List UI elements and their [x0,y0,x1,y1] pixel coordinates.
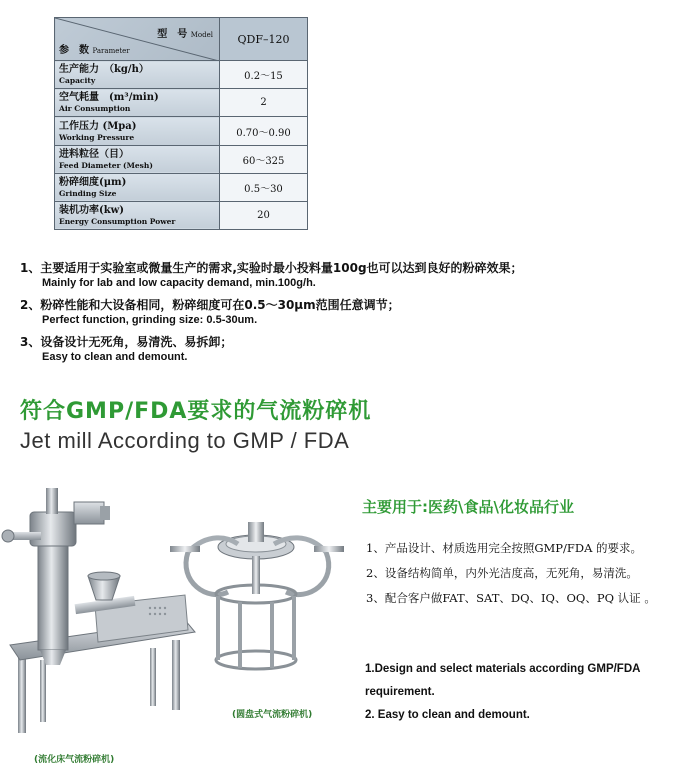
param-value: 60～325 [220,145,308,173]
param-en: Feed Diameter (Mesh) [59,160,153,170]
param-en: Energy Consumption Power [59,216,176,226]
spec-table [54,17,308,230]
param-cn: 空气耗量 (m³/min) [59,92,159,104]
gmp-point-cn: 2、设备结构简单，内外光洁度高，无死角，易清洗。 [366,566,638,580]
param-cn: 工作压力 (Mpa) [59,120,137,132]
param-cn: 粉碎细度(μm) [59,176,127,188]
feature-cn: 2、粉碎性能和大设备相同，粉碎细度可在0.5～30μm范围任意调节； [20,298,400,312]
param-en: Capacity [59,76,96,86]
feature-en: Perfect function, grinding size: 0.5-30um. [42,314,258,326]
feature-list [20,260,690,371]
table-row [55,61,308,89]
table-row [55,145,308,173]
table-row [55,173,308,201]
param-value: 20 [220,201,308,229]
disc-jet-mill-image [168,512,346,672]
gmp-points-en [365,658,695,727]
table-row [55,89,308,117]
table-header-row [55,18,308,61]
param-cn: 装机功率(kw) [59,204,124,216]
feature-en: Easy to clean and demount. [42,351,188,363]
caption-disc-jet-mill: (圆盘式气流粉碎机) [232,710,313,720]
gmp-point-en: 2. Easy to clean and demount. [365,709,530,721]
param-en: Grinding Size [59,188,117,198]
param-cn: 进料粒径（目） [59,148,129,160]
table-row [55,201,308,229]
param-value: 0.2～15 [220,61,308,89]
param-en: Air Consumption [59,104,131,114]
header-param-label: 参 数 Parameter [59,45,130,57]
feature-en: Mainly for lab and low capacity demand, min.100g/h. [42,277,316,289]
caption-fluidized-bed: (流化床气流粉碎机) [34,755,115,765]
industry-heading: 主要用于:医药\食品\化妆品行业 [362,498,574,516]
header-model-label: 型 号 Model [157,29,213,40]
param-cn: 生产能力 （kg/h） [59,64,149,76]
gmp-point-en: 1.Design and select materials according GMP/FDA requirement. [365,663,641,698]
param-value: 0.5～30 [220,173,308,201]
gmp-point-cn: 1、产品设计、材质选用完全按照GMP/FDA 的要求。 [366,541,643,555]
section-title-en: Jet mill According to GMP / FDA [20,428,350,453]
param-value: 2 [220,89,308,117]
feature-cn: 3、设备设计无死角，易清洗、易拆卸； [20,335,233,349]
feature-cn: 1、主要适用于实验室或微量生产的需求,实验时最小投料量100g也可以达到良好的粉碎效果； [20,261,523,275]
gmp-point-cn: 3、配合客户做FAT、SAT、DQ、IQ、OQ、PQ 认证 。 [366,591,656,605]
header-model-value: QDF–120 [220,18,308,61]
gmp-points-cn [366,536,656,611]
param-value: 0.70～0.90 [220,117,308,145]
section-title-cn: 符合GMP/FDA要求的气流粉碎机 [20,399,372,424]
table-row [55,117,308,145]
table-header-param-cell [55,18,220,61]
param-en: Working Pressure [59,132,135,142]
